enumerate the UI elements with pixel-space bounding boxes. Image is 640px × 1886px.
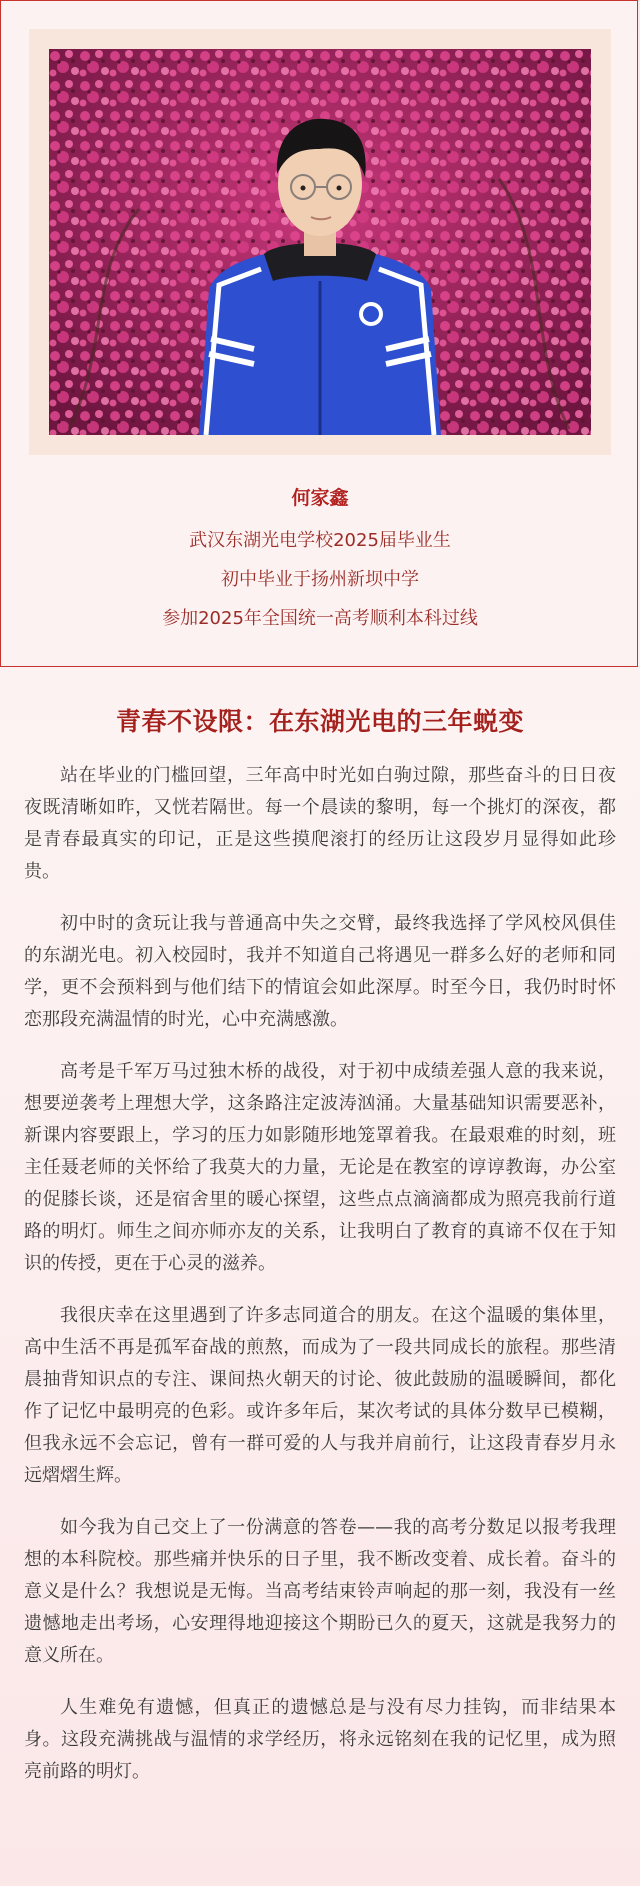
profile-info	[1, 486, 639, 646]
article-paragraph: 我很庆幸在这里遇到了许多志同道合的朋友。在这个温暖的集体里，高中生活不再是孤军奋战的煎熬，而成为了一段共同成长的旅程。那些清晨抽背知识点的专注、课间热火朝天的讨论、彼此鼓励的温暖瞬间，都化作了记忆中最明亮的色彩。或许多年后，某次考试的具体分数早已模糊，但我永远不会忘记，曾有一群可爱的人与我并肩前行，让这段青春岁月永远熠熠生辉。	[24, 1305, 616, 1486]
profile-card	[0, 0, 638, 667]
article-paragraph: 如今我为自己交上了一份满意的答卷——我的高考分数足以报考我理想的本科院校。那些痛并快乐的日子里，我不断改变着、成长着。奋斗的意义是什么？我想说是无悔。当高考结束铃声响起的那一刻，我没有一丝遗憾地走出考场，心安理得地迎接这个期盼已久的夏天，这就是我努力的意义所在。	[24, 1517, 616, 1666]
exam-result-line: 参加2025年全国统一高考顺利本科过线	[162, 608, 478, 629]
article-paragraph: 人生难免有遗憾，但真正的遗憾总是与没有尽力挂钩，而非结果本身。这段充满挑战与温情的求学经历，将永远铭刻在我的记忆里，成为照亮前路的明灯。	[24, 1697, 616, 1782]
article	[24, 706, 616, 1808]
article-title: 青春不设限：在东湖光电的三年蜕变	[115, 707, 524, 736]
portrait-photo	[49, 49, 591, 435]
school-line: 武汉东湖光电学校2025届毕业生	[189, 530, 451, 551]
article-paragraph: 站在毕业的门槛回望，三年高中时光如白驹过隙，那些奋斗的日日夜夜既清晰如昨，又恍若隔世。每一个晨读的黎明，每一个挑灯的深夜，都是青春最真实的印记，正是这些摸爬滚打的经历让这段岁月显得如此珍贵。	[24, 765, 616, 882]
article-paragraph: 初中时的贪玩让我与普通高中失之交臂，最终我选择了学风校风俱佳的东湖光电。初入校园时，我并不知道自己将遇见一群多么好的老师和同学，更不会预料到与他们结下的情谊会如此深厚。时至今日，我仍时时怀恋那段充满温情的时光，心中充满感激。	[24, 913, 616, 1030]
middle-school-line: 初中毕业于扬州新坝中学	[221, 569, 419, 590]
student-name: 何家鑫	[291, 487, 349, 509]
article-paragraph: 高考是千军万马过独木桥的战役，对于初中成绩差强人意的我来说，想要逆袭考上理想大学，这条路注定波涛汹涌。大量基础知识需要恶补，新课内容要跟上，学习的压力如影随形地笼罩着我。在最艰难的时刻，班主任聂老师的关怀给了我莫大的力量，无论是在教室的谆谆教诲，办公室的促膝长谈，还是宿舍里的暖心探望，这些点点滴滴都成为照亮我前行道路的明灯。师生之间亦师亦友的关系，让我明白了教育的真谛不仅在于知识的传授，更在于心灵的滋养。	[24, 1061, 616, 1274]
photo-frame	[29, 29, 611, 455]
